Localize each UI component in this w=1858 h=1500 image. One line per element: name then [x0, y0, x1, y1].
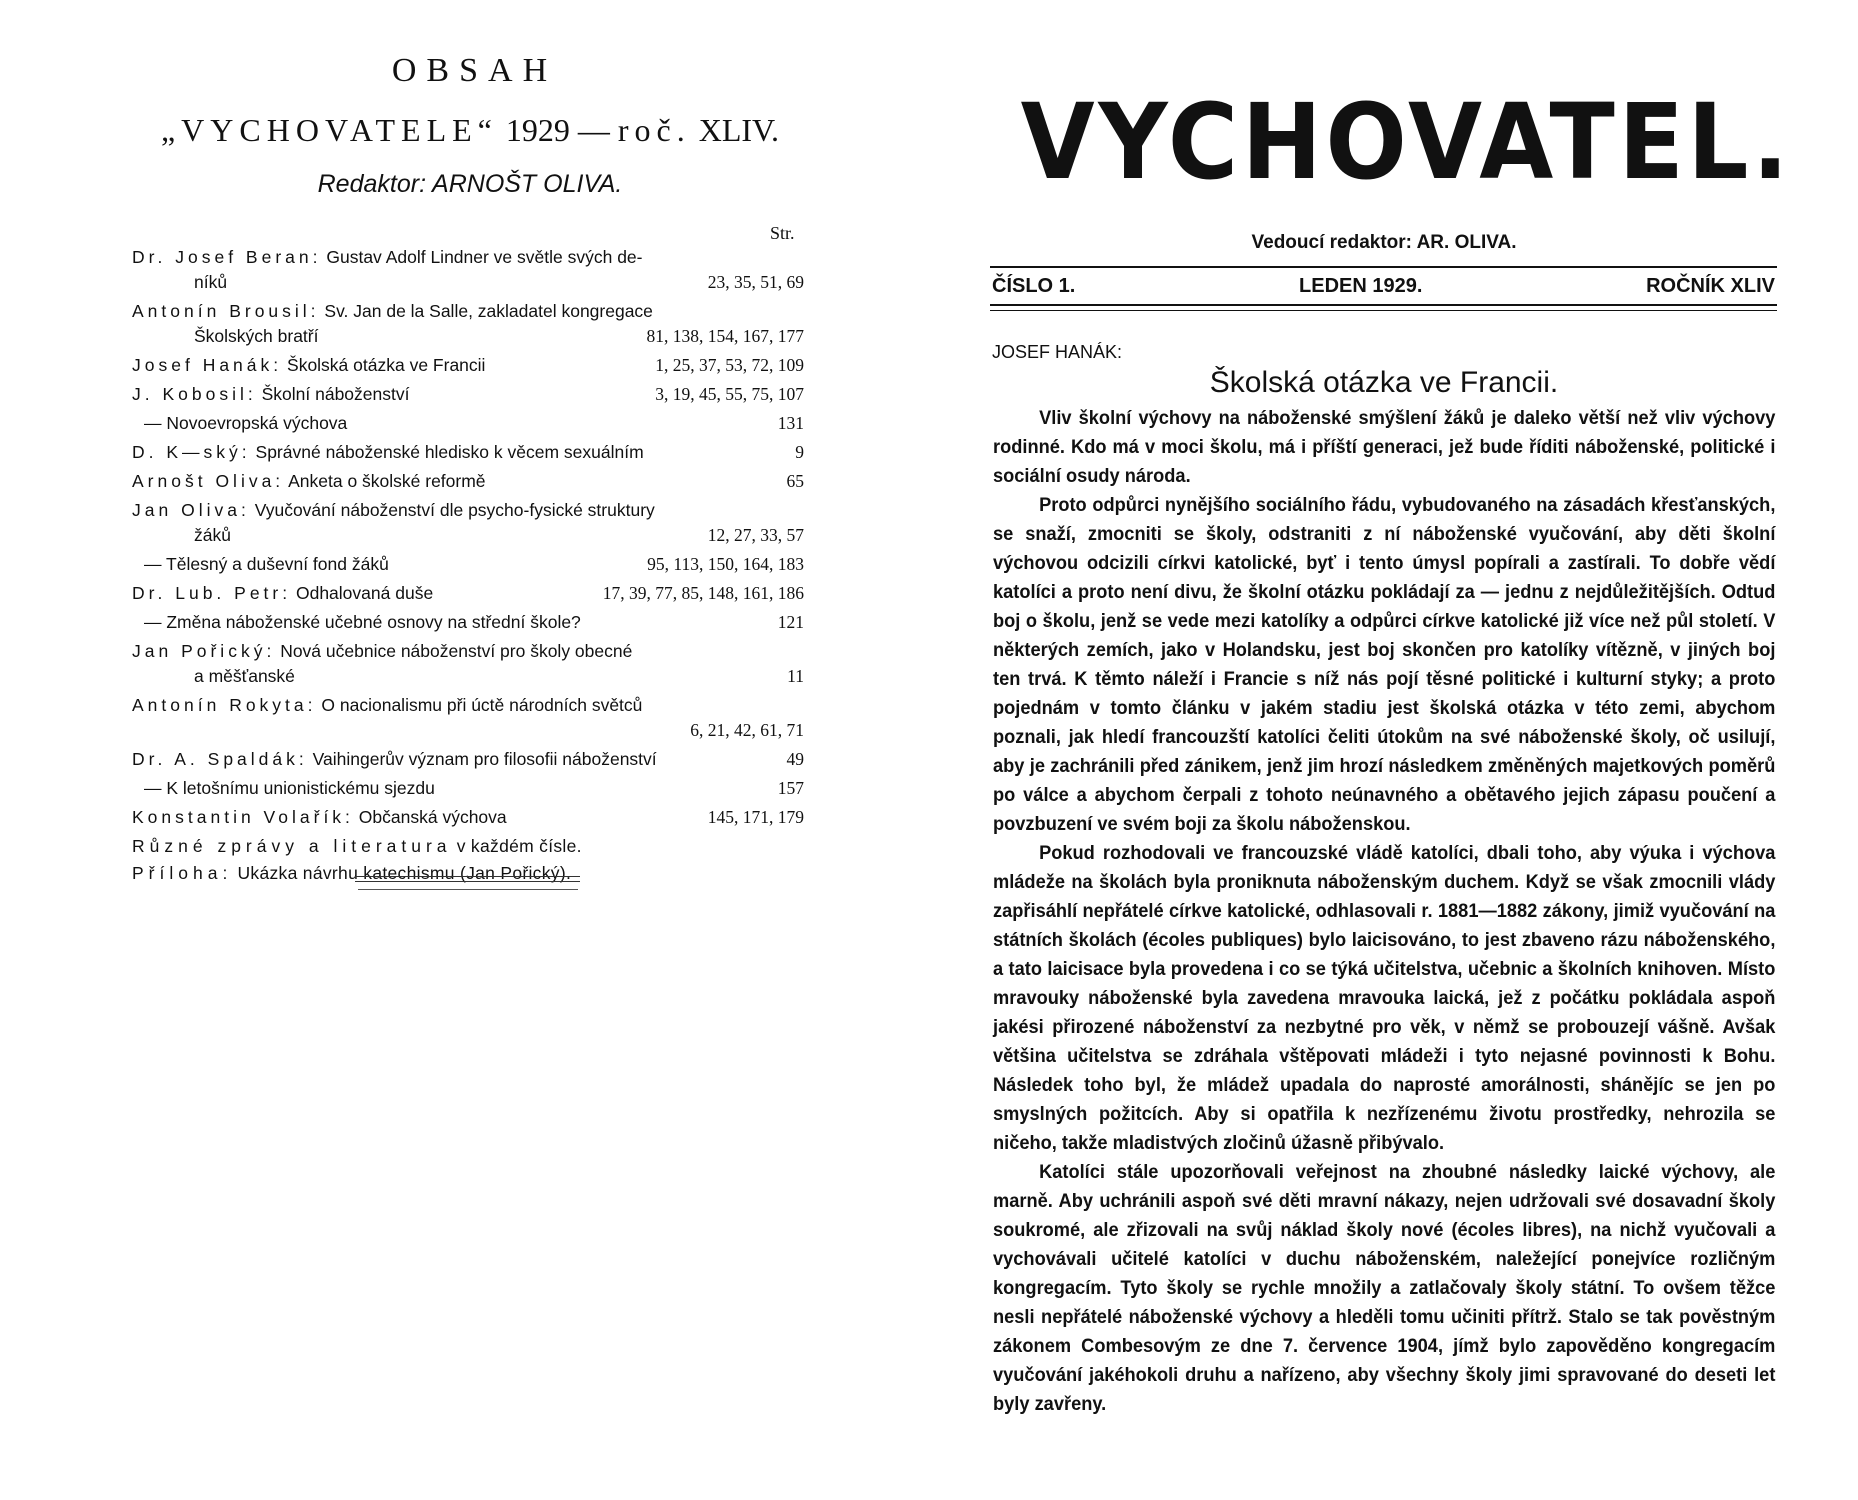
- toc-entry-pages: 157: [777, 778, 804, 798]
- toc-divider: [355, 876, 580, 882]
- toc-entry-title: Nová učebnice náboženství pro školy obecné: [280, 641, 633, 661]
- toc-entry-title: Správné náboženské hledisko k věcem sexuálním: [255, 442, 644, 462]
- toc-entry-subtitle: — Tělesný a duševní fond žáků: [144, 554, 389, 574]
- toc-entry-title: Školní náboženství: [261, 384, 410, 404]
- toc-entry: [132, 498, 804, 548]
- toc-misc-appendix-rest: Ukázka návrhu katechismu (Jan Pořický).: [237, 863, 572, 883]
- toc-subtitle-year: 1929 —: [505, 112, 610, 148]
- toc-entry: [132, 299, 804, 349]
- toc-editor: Redaktor: ARNOŠT OLIVA.: [317, 170, 623, 198]
- issue-rule-bottom: [990, 304, 1777, 306]
- toc-entry-author: Konstantin Volařík:: [132, 807, 354, 827]
- toc-entry-author: Dr. A. Spaldák:: [132, 749, 308, 769]
- toc-list: [132, 245, 804, 886]
- toc-entry-title-cont: Školských bratří: [194, 326, 319, 346]
- toc-entry-author: Dr. Josef Beran:: [132, 247, 322, 267]
- article-byline: JOSEF HANÁK:: [992, 342, 1123, 362]
- toc-entry: [132, 639, 804, 689]
- toc-entry-title: Gustav Adolf Lindner ve světle svých de-: [326, 247, 643, 267]
- toc-entry-title: Anketa o školské reformě: [288, 471, 486, 491]
- toc-title: OBSAH: [391, 52, 558, 89]
- article-title: Školská otázka ve Francii.: [1209, 366, 1559, 399]
- toc-subtitle-roc: roč.: [617, 112, 691, 148]
- issue-rule-top: [990, 266, 1777, 268]
- toc-subtitle: [140, 112, 800, 149]
- toc-entry-author: Arnošt Oliva:: [132, 471, 285, 491]
- toc-entry-pages: 95, 113, 150, 164, 183: [647, 554, 804, 574]
- toc-entry-pages: 17, 39, 77, 85, 148, 161, 186: [602, 583, 804, 603]
- article-paragraph: Proto odpůrci nynějšího sociálního řádu, vybudovaného na zásadách křesťanských, se snaží, zmocniti se školy, odstraniti z ní náboženské vyučování, aby děti školní výchovou odcizili církvi katolické, byť i tento úmysl popírali a zastírali. To dobře vědí katolíci a proto není divu, že školní otázku pokládají za — jednu z nejdůležitějších. Odtud boj o školu, jenž se vede mezi katolíky a odpůrci církve katolické již více než půl století. V některých zemích, jako v Holandsku, jest boj skončen pro katolíky vítězně, v jiných boj ten trvá. K těmto náleží i Francie s níž nás pojí těsné politické i kulturní styky; a proto pojednám v tomto článku v jakém stadiu jest školská otázka v této zemi, abychom poznali, jak hledí francouzští katolíci čeliti útokům na své náboženské školy, oč usilují, aby je zachránili před zánikem, jenž jim hrozí následkem změněných majetkových poměrů po válce a abychom čerpali z tohoto neúnavného a obětavého jejich zápasu poučení a povzbuzení ve svém boji za školu náboženskou.: [993, 495, 1776, 835]
- toc-misc-news-spaced: Různé zprávy a literatura: [132, 836, 452, 856]
- masthead: VYCHOVATEL.: [1020, 81, 1793, 203]
- toc-entry-pages: 121: [777, 612, 804, 632]
- toc-entry-subtitle: — Změna náboženské učebné osnovy na střední škole?: [144, 612, 581, 632]
- toc-entry-title-cont: žáků: [194, 525, 231, 545]
- toc-entry-pages: 145, 171, 179: [707, 807, 804, 827]
- article-paragraph: Pokud rozhodovali ve francouzské vládě katolíci, dbali toho, aby výuka i výchova mládeže na školách byla proniknuta náboženským duchem. Když se však zmocnili vlády zapřisáhlí nepřátelé církve katolické, odhlasovali r. 1881—1882 zákony, jimiž vyučování na státních školách (écoles publiques) bylo laicisováno, to jest zbaveno rázu náboženského, a tato laicisace byla provedena i co se týká učitelstva, učebnic a školních knihoven. Místo mravouky náboženské byla zavedena mravouka laická, jež z počátku pokládala aspoň jakési přirozené náboženství za nezbytné pro věk, v němž se probouzejí vášně. Avšak většina učitelstva se zdráhala vštěpovati mládeži i tyto nejasné povinnosti k Bohu. Následek toho byl, že mládež upadala do naprosté amorálnosti, shánějíc se jen po smyslných požitcích. Aby si opatřila k nezřízenému životu prostředky, nehrozila se ničeho, takže mladistvých zločinů úžasně přibývalo.: [993, 843, 1776, 1154]
- article-paragraph: Katolíci stále upozorňovali veřejnost na zhoubné následky laické výchovy, ale marně. Aby uchránili aspoň své děti mravní nákazy, nejen udržovali své dosavadní školy soukromé, ale zřizovali na svůj náklad školy nové (écoles libres), na nichž vyučovali a vychovávali učitelé katolíci v duchu náboženském, naležející ponejvíce rozličným kongregacím. Tyto školy se rychle množily a zatlačovaly školy státní. To ovšem těžce nesli nepřátelé náboženské výchovy a hleděli tomu učiniti přítrž. Stalo se tak pověstným zákonem Combesovým ze dne 7. července 1904, jímž bylo zapověděno kongregacím vyučování jakéhokoli druhu a nařízeno, aby všechny školy jimi spravované do deseti let byly zavřeny.: [993, 1162, 1776, 1415]
- toc-subtitle-journal: „VYCHOVATELE“: [160, 112, 498, 148]
- toc-entry-author: Antonín Rokyta:: [132, 695, 317, 715]
- toc-entry-title-cont: a měšťanské: [194, 666, 295, 686]
- article-paragraph: Vliv školní výchovy na náboženské smýšlení žáků je daleko větší než vliv výchovy rodinné. Kdo má v moci školu, má i příští generaci, jež bude říditi náboženské, politické i sociální osudy národa.: [993, 408, 1776, 487]
- toc-entry-pages: 23, 35, 51, 69: [707, 272, 804, 292]
- toc-entry-author: Dr. Lub. Petr:: [132, 583, 292, 603]
- toc-entry-title: Vyučování náboženství dle psycho-fysické struktury: [254, 500, 655, 520]
- toc-entry-title: Občanská výchova: [358, 807, 507, 827]
- toc-misc-news: [132, 834, 804, 859]
- toc-entry-pages: 81, 138, 154, 167, 177: [646, 326, 804, 346]
- toc-entry-author: Josef Hanák:: [132, 355, 283, 375]
- toc-entry-pages: 9: [795, 442, 804, 462]
- toc-entry: [132, 382, 804, 407]
- toc-entry-title: Vaihingerův význam pro filosofii náboženství: [312, 749, 657, 769]
- toc-entry-author: Jan Oliva:: [132, 500, 250, 520]
- toc-entry: [132, 581, 804, 606]
- toc-misc-appendix-spaced: Příloha:: [132, 863, 233, 883]
- issue-volume: ROČNÍK XLIV: [1646, 275, 1775, 297]
- toc-entry-title: O nacionalismu při úctě národních světců: [321, 695, 643, 715]
- toc-entry: [132, 469, 804, 494]
- issue-rule-bottom-thin: [990, 310, 1777, 311]
- toc-entry-title: Sv. Jan de la Salle, zakladatel kongregace: [324, 301, 653, 321]
- toc-entry: [132, 245, 804, 295]
- toc-entry: [132, 805, 804, 830]
- issue-number: ČÍSLO 1.: [992, 275, 1076, 297]
- toc-entry-title: Odhalovaná duše: [295, 583, 434, 603]
- toc-subtitle-vol: XLIV.: [698, 112, 780, 148]
- toc-entry-subtitle: — Novoevropská výchova: [144, 413, 348, 433]
- toc-entry-pages: 11: [787, 666, 804, 686]
- issue-date: LEDEN 1929.: [1299, 275, 1423, 297]
- toc-entry-pages: 49: [786, 749, 804, 769]
- toc-entry: [132, 693, 804, 743]
- toc-entry-pages: 65: [786, 471, 804, 491]
- toc-entry-author: Antonín Brousil:: [132, 301, 320, 321]
- issue-bar: [992, 275, 1775, 298]
- toc-entry-pages: 3, 19, 45, 55, 75, 107: [655, 384, 804, 404]
- toc-entry-pages: 6, 21, 42, 61, 71: [690, 720, 804, 740]
- toc-entry-author: D. K—ský:: [132, 442, 251, 462]
- toc-misc-news-rest: v každém čísle.: [456, 836, 582, 856]
- toc-entry-pages: 12, 27, 33, 57: [707, 525, 804, 545]
- toc-entry-author: J. Kobosil:: [132, 384, 257, 404]
- journal-page: [929, 0, 1858, 1500]
- toc-entry-title: Školská otázka ve Francii: [287, 355, 486, 375]
- toc-entry-author: Jan Pořický:: [132, 641, 276, 661]
- toc-entry-title-cont: níků: [194, 272, 228, 292]
- toc-entry: [132, 747, 804, 772]
- toc-entry-subtitle: — K letošnímu unionistickému sjezdu: [144, 778, 435, 798]
- toc-entry-pages: 131: [777, 413, 804, 433]
- toc-misc-appendix: [132, 861, 804, 886]
- article-body: [993, 404, 1775, 1419]
- lead-editor: Vedoucí redaktor: AR. OLIVA.: [1251, 232, 1517, 253]
- toc-pages-header: Str.: [770, 223, 795, 243]
- toc-divider-secondary: [358, 889, 578, 890]
- toc-entry: [132, 353, 804, 378]
- toc-entry-pages: 1, 25, 37, 53, 72, 109: [655, 355, 804, 375]
- toc-entry: [132, 440, 804, 465]
